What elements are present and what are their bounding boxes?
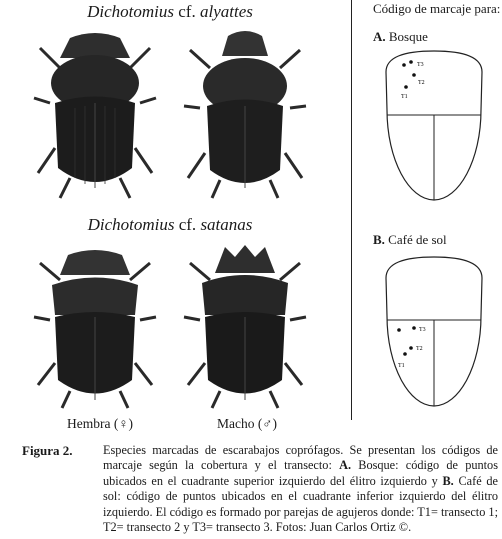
female-label: Hembra (♀) [67, 416, 133, 431]
beetle-silhouette [34, 250, 156, 408]
figure-caption-text: Especies marcadas de escarabajos coprófagos. Se presentan los códigos de marcaje según la cobertura y el transecto: A. Bosque: código de puntos ubicados en el cuadrante superior izquierdo del élitro izquierdo y B. Café de sol: código de puntos ubicados en el cuadrante inferior izquierdo del élitro izquierdo. El código es formado por parejas de agujeros donde: T1= transecto 1; T2= transecto 2 y T3= transecto 3. Fotos: Juan Carlos Ortiz ©. [103, 443, 499, 535]
elytra-diagram-cafe-de-sol [384, 256, 484, 408]
mark-dot [412, 326, 416, 330]
mark-dot [404, 85, 408, 89]
mark-dot [397, 328, 401, 332]
transect-label-t3: T3 [417, 62, 424, 68]
beetle-silhouette [184, 31, 306, 198]
mark-dot [409, 60, 413, 64]
species-heading-alyattes: Dichotomius cf. alyattes [87, 2, 253, 21]
mark-dot [403, 352, 407, 356]
transect-label-t2: T2 [418, 80, 425, 86]
elytra-diagram-bosque [384, 50, 484, 202]
beetle-silhouette [34, 33, 156, 198]
marking-code-title: Código de marcaje para: [373, 1, 501, 16]
transect-label-t3: T3 [419, 327, 426, 333]
beetle-photo-alyattes-male [180, 28, 310, 200]
mark-dot [402, 63, 406, 67]
transect-label-t2: T2 [416, 346, 423, 352]
figure-label: Figura 2. [22, 443, 73, 458]
panel-b-label: B. Café de sol [373, 232, 447, 247]
beetle-photo-satanas-female [30, 245, 160, 410]
beetle-silhouette [184, 245, 306, 408]
transect-label-t1: T1 [398, 363, 405, 369]
panel-a-label: A. Bosque [373, 29, 428, 44]
mark-dot [409, 346, 413, 350]
male-label: Macho (♂) [217, 416, 277, 431]
transect-label-t1: T1 [401, 94, 408, 100]
species-heading-satanas: Dichotomius cf. satanas [87, 215, 253, 234]
beetle-photo-alyattes-female [30, 28, 160, 200]
mark-dot [412, 73, 416, 77]
beetle-photo-satanas-male [180, 245, 310, 410]
vertical-divider [351, 0, 352, 420]
